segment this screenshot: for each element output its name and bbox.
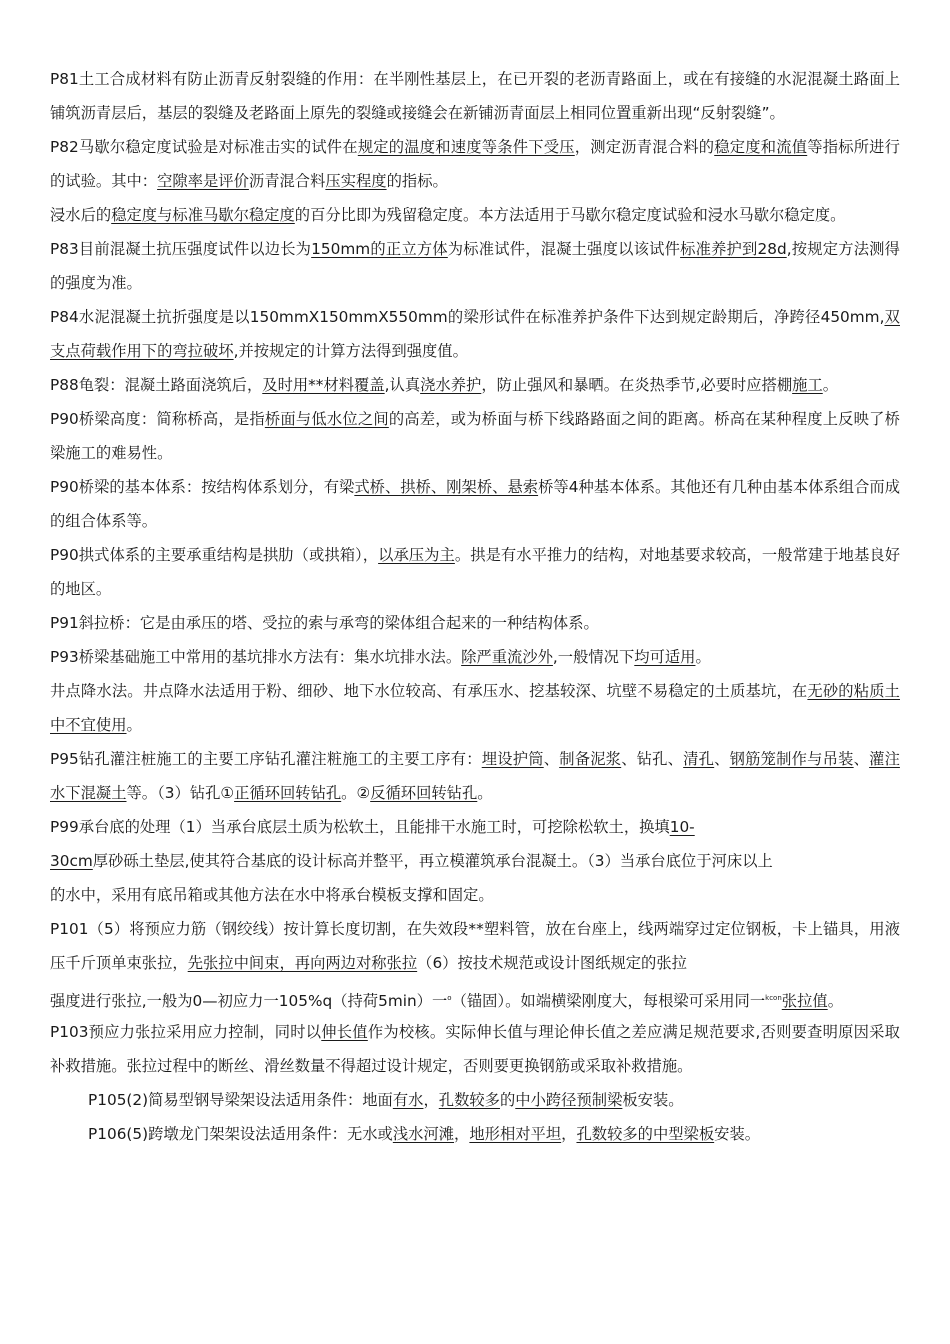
underlined-term: 中小跨径预制梁 — [515, 1091, 623, 1110]
text-run: P88龟裂：混凝土路面浇筑后， — [50, 376, 263, 394]
paragraph-p101-cont — [50, 984, 900, 1015]
text-run: ，防止强风和暴晒。在炎热季节,必要时应搭棚 — [481, 376, 793, 394]
text-run: 为标准试件，混凝土强度以该试件 — [447, 240, 681, 258]
underlined-term: 孔数较多的中型梁板 — [576, 1125, 715, 1144]
underlined-term: 标准养护到28d — [680, 240, 787, 258]
text-run: 。 — [126, 716, 142, 734]
text-run: 的高差，或为桥面与桥下线路路面之间的距离。桥高在某种程度上反映了桥梁施工的难易性。 — [50, 410, 900, 462]
text-run: 安装。 — [714, 1125, 761, 1144]
text-run: P95钻孔灌注桩施工的主要工序钻孔灌注粧施工的主要工序有： — [50, 750, 482, 768]
paragraph-p105 — [50, 1083, 900, 1117]
text-run: P90桥梁的基本体系：按结构体系划分，有梁 — [50, 478, 355, 496]
text-run: ， — [454, 1125, 470, 1144]
underlined-term: 除严重流沙外 — [461, 648, 553, 666]
text-run: 、 — [714, 750, 730, 768]
text-run: 。 — [477, 784, 493, 802]
paragraph-p88 — [50, 368, 900, 402]
paragraph-p99-line2 — [50, 844, 900, 878]
underlined-term: 张拉值 — [781, 992, 828, 1011]
subscript-note: kcon — [765, 994, 782, 1002]
text-run: ,并按规定的计算方法得到强度值。 — [233, 342, 468, 360]
text-run: 。② — [341, 784, 371, 802]
text-run: P103预应力张拉采用应力控制，同时以 — [50, 1023, 322, 1042]
paragraph-p83 — [50, 232, 900, 300]
paragraph-p101 — [50, 912, 900, 980]
underlined-term: 先张拉中间束，再向两边对称张拉 — [187, 954, 418, 972]
underlined-term: 施工 — [792, 376, 823, 394]
paragraph-p90-bridge-height — [50, 402, 900, 470]
paragraph-p90-basic-systems — [50, 470, 900, 538]
text-run: P91斜拉桥：它是由承压的塔、受拉的索与承弯的梁体组合起来的一种结构体系。 — [50, 614, 599, 632]
text-run: 沥青混合料 — [248, 172, 326, 190]
underlined-term: 钢筋笼制作与吊装 — [729, 750, 854, 768]
underlined-term: 浅水河滩 — [392, 1125, 455, 1144]
paragraph-p90-arch — [50, 538, 900, 606]
text-run: P90拱式体系的主要承重结构是拱肋（或拱箱）， — [50, 546, 379, 564]
text-run: 的指标。 — [386, 172, 448, 190]
text-run: P81土工合成材料有防止沥青反射裂缝的作用：在半刚性基层上，在已开裂的老沥青路面上，或在有接缝的水泥混凝土路面上铺筑沥青层后，基层的裂缝及老路面上原先的裂缝或接缝会在新铺沥青面层上相同位置重新出现“反射裂缝”。 — [50, 70, 900, 122]
underlined-term: 稳定度和流值 — [714, 138, 808, 156]
paragraph-p81 — [50, 62, 900, 130]
underlined-term: 地形相对平坦 — [469, 1125, 562, 1144]
underlined-term: 清孔 — [683, 750, 715, 768]
underlined-term: 灌注水下混凝土 — [50, 750, 900, 802]
underlined-term: 稳定度与标准马歇尔稳定度 — [111, 206, 295, 224]
text-run: ， — [561, 1125, 577, 1144]
underlined-term: 双支点荷载作用下的弯拉破坏 — [50, 308, 900, 360]
underlined-term: 压实程度 — [325, 172, 387, 190]
text-run: P82马歇尔稳定度试验是对标准击实的试件在 — [50, 138, 358, 156]
text-run: 厚砂砾土垫层,使其符合基底的设计标高并整平，再立模灌筑承台混凝土。（3）当承台底位于河床以上 — [92, 852, 773, 870]
text-run: 、 — [543, 750, 560, 768]
text-run: P84水泥混凝土抗折强度是以150mmX150mmX550mm的梁形试件在标准养护条件下达到规定龄期后，净跨径450mm, — [50, 308, 885, 326]
underlined-term: 有水 — [392, 1091, 424, 1110]
underlined-term: 桥面与低水位之间 — [264, 410, 389, 428]
subscript-note: o — [447, 994, 452, 1002]
underlined-term: 无砂的粘质土中不宜使用 — [50, 682, 900, 734]
underlined-term: 空隙率是评价 — [157, 172, 249, 190]
text-run: 板安装。 — [622, 1091, 684, 1110]
underlined-term: 均可适用 — [634, 648, 696, 666]
text-run: 等指标所进行的试验。其中： — [50, 138, 900, 190]
text-run: 井点降水法。井点降水法适用于粉、细砂、地下水位较高、有承压水、挖基较深、坑壁不易稳定的土质基坑，在 — [50, 682, 808, 700]
paragraph-p91 — [50, 606, 900, 640]
underlined-term: 浇水养护 — [420, 376, 482, 394]
underlined-term: 规定的温度和速度等条件下受压 — [357, 138, 575, 156]
paragraph-p93-wellpoint — [50, 674, 900, 742]
underlined-term: 150mm的正立方体 — [311, 240, 448, 258]
text-run: ,按规定方法测得的强度为准。 — [50, 240, 900, 292]
text-run: （锚固）。如端横梁刚度大，每根梁可采用同一 — [451, 992, 766, 1011]
underlined-term: 及时用**材料覆盖 — [262, 376, 385, 394]
underlined-term: 制备泥浆 — [559, 750, 622, 768]
text-run: 。 — [822, 376, 839, 394]
text-run: 。 — [695, 648, 711, 666]
underlined-term: 30cm — [50, 852, 93, 870]
paragraph-p106 — [50, 1117, 900, 1151]
text-run: 。 — [827, 992, 843, 1011]
underlined-term: 伸长值 — [321, 1023, 368, 1042]
text-run: P101（5）将预应力筋（钢绞线）按计算长度切割，在失效段**塑料管，放在台座上，线两端穿过定位钢板，卡上锚具，用液压千斤顶单束张拉， — [50, 920, 900, 972]
underlined-term: 以承压为主 — [378, 546, 455, 564]
text-run: 等。（3）钻孔① — [126, 784, 235, 802]
paragraph-p84 — [50, 300, 900, 368]
text-run: 、 — [853, 750, 870, 768]
paragraph-p95 — [50, 742, 900, 810]
paragraph-p93-sump — [50, 640, 900, 674]
text-run: 、钻孔、 — [621, 750, 684, 768]
text-run: 浸水后的 — [50, 206, 112, 224]
text-run: P106(5)跨墩龙门架架设法适用条件：无水或 — [88, 1125, 393, 1144]
underlined-term: 10- — [669, 818, 695, 836]
text-run: P105(2)简易型钢导梁架设法适用条件：地面 — [88, 1091, 393, 1110]
text-run: ，测定沥青混合料的 — [574, 138, 715, 156]
text-run: ， — [423, 1091, 439, 1110]
text-run: P83目前混凝土抗压强度试件以边长为 — [50, 240, 312, 258]
text-run: ,一般情况下 — [552, 648, 635, 666]
text-run: 的 — [499, 1091, 516, 1110]
text-run: 桥等4种基本体系。其他还有几种由基本体系组合而成的组合体系等。 — [50, 478, 900, 530]
text-run: 。拱是有水平推力的结构，对地基要求较高，一般常建于地基良好的地区。 — [50, 546, 900, 598]
text-run: （6）按技术规范或设计图纸规定的张拉 — [417, 954, 687, 972]
paragraph-p99-line1 — [50, 810, 900, 844]
underlined-term: 正循环回转钻孔 — [234, 784, 342, 802]
text-run: 的水中，采用有底吊箱或其他方法在水中将承台模板支撑和固定。 — [50, 886, 494, 904]
text-run: 作为校核。实际伸长值与理论伸长值之差应满足规范要求,否则要查明原因采取补救措施。张拉过程中的断丝、滑丝数量不得超过设计规定，否则要更换钢筋或采取补救措施。 — [50, 1023, 900, 1076]
text-run: P99承台底的处理（1）当承台底层土质为松软土，且能排干水施工时，可挖除松软土，换填 — [50, 818, 670, 836]
underlined-term: 式桥、拱桥、刚架桥、悬索 — [354, 478, 539, 496]
underlined-term: 埋设护筒 — [481, 750, 544, 768]
underlined-term: 反循环回转钻孔 — [370, 784, 478, 802]
paragraph-p103 — [50, 1015, 900, 1083]
paragraph-p82-marshall — [50, 130, 900, 198]
underlined-term: 孔数较多 — [438, 1091, 500, 1110]
paragraph-p99-line3 — [50, 878, 900, 912]
text-run: P93桥梁基础施工中常用的基坑排水方法有：集水坑排水法。 — [50, 648, 462, 666]
paragraph-p82-residual-stability — [50, 198, 900, 232]
text-run: P90桥梁高度：简称桥高，是指 — [50, 410, 265, 428]
text-run: ,认真 — [384, 376, 421, 394]
text-run: 强度进行张拉,一般为0—初应力一105%q（持荷5min）一 — [50, 992, 448, 1011]
text-run: 的百分比即为残留稳定度。本方法适用于马歇尔稳定度试验和浸水马歇尔稳定度。 — [294, 206, 846, 224]
